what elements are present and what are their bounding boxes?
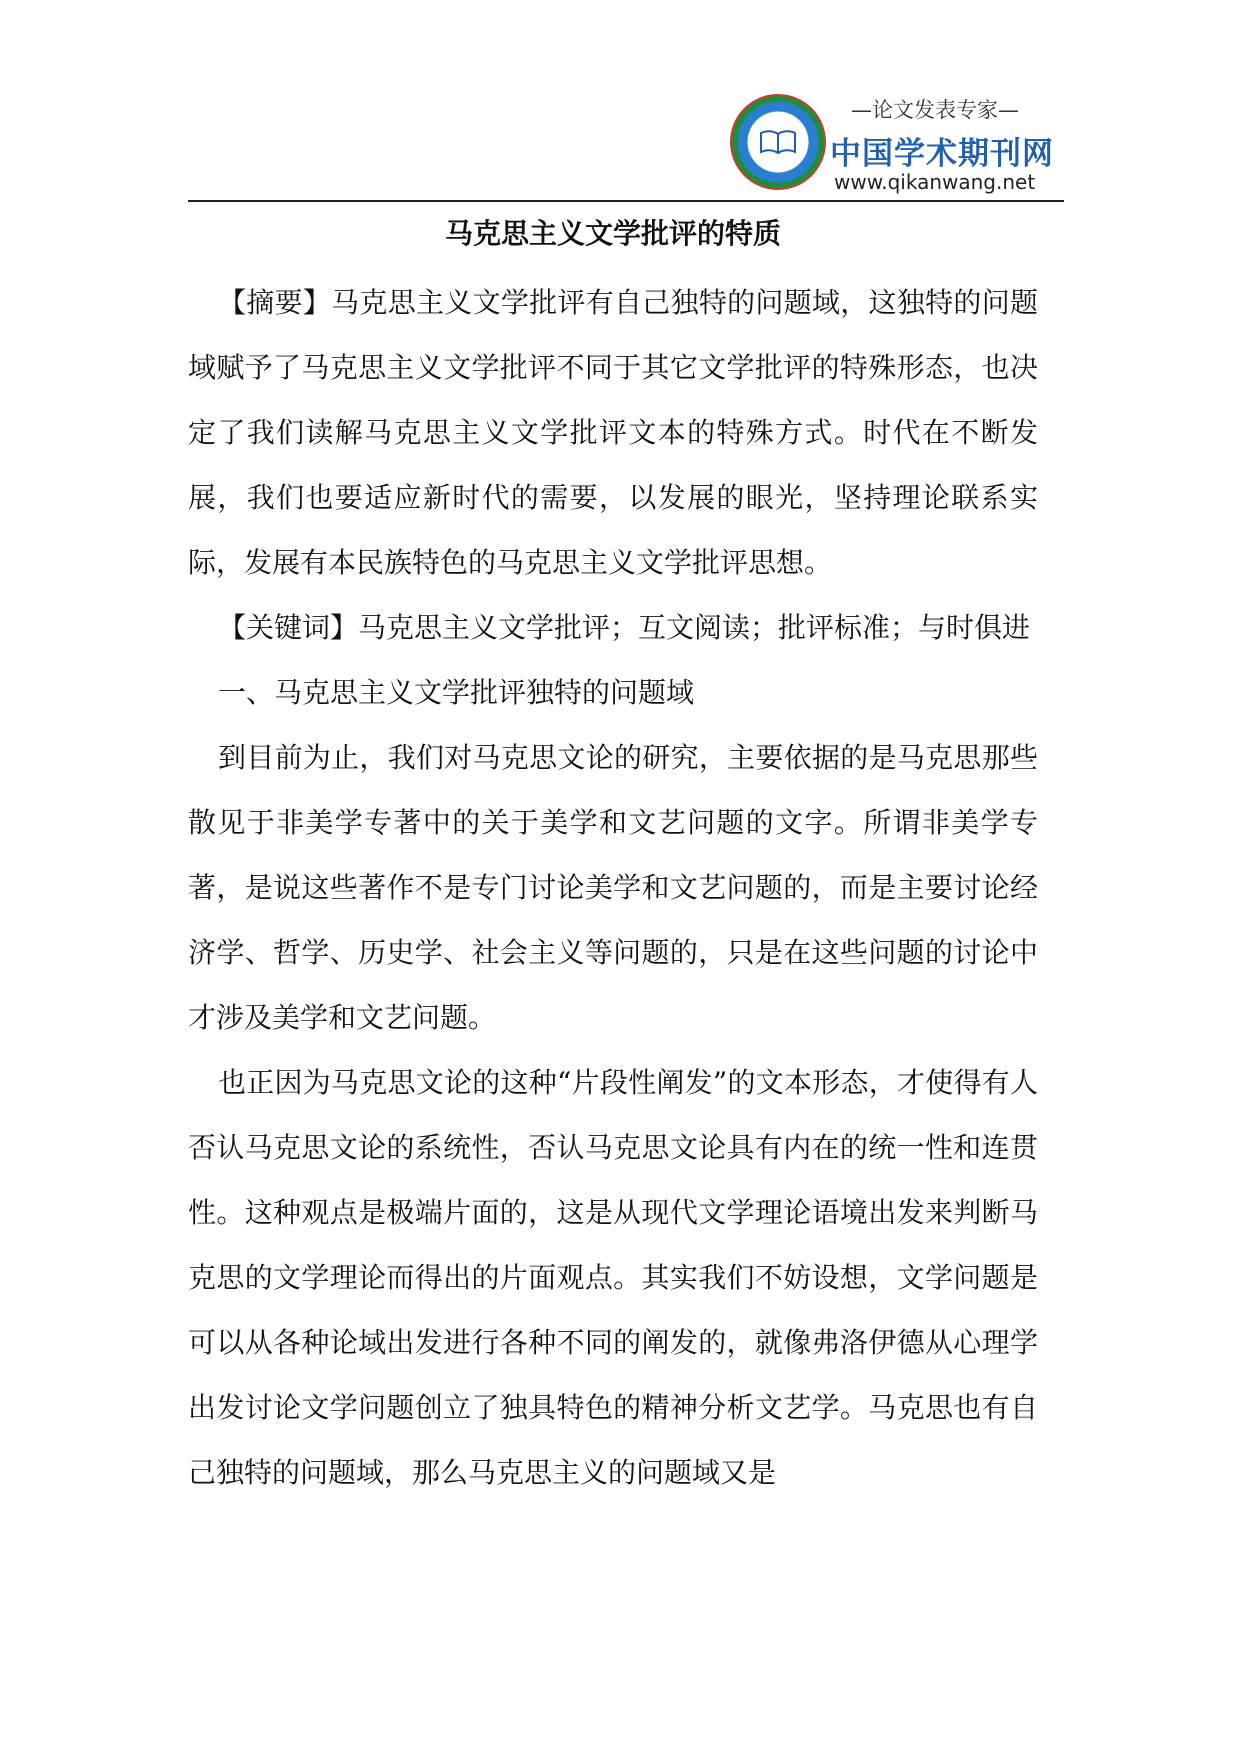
logo-url: www.qikanwang.net bbox=[834, 170, 1036, 194]
logo-text bbox=[830, 86, 1054, 198]
page-header bbox=[188, 86, 1064, 202]
open-book-icon bbox=[760, 130, 796, 154]
body-paragraph-1: 到目前为止，我们对马克思文论的研究，主要依据的是马克思那些散见于非美学专著中的关于美学和文艺问题的文字。所谓非美学专著，是说这些著作不是专门讨论美学和文艺问题的，而是主要讨论经济学、哲学、历史学、社会主义等问题的，只是在这些问题的讨论中才涉及美学和文艺问题。 bbox=[188, 741, 1038, 1034]
keywords-paragraph: 【关键词】马克思主义文学批评；互文阅读；批评标准；与时俱进 bbox=[218, 611, 1031, 644]
logo-name: 中国学术期刊网 bbox=[830, 136, 1054, 172]
header-divider bbox=[188, 200, 1064, 202]
logo-seal bbox=[730, 94, 826, 190]
article-title: 马克思主义文学批评的特质 bbox=[444, 217, 781, 250]
article-body bbox=[188, 212, 1038, 1505]
abstract-paragraph: 【摘要】马克思主义文学批评有自己独特的问题域，这独特的问题域赋予了马克思主义文学批评不同于其它文学批评的特殊形态，也决定了我们读解马克思主义文学批评文本的特殊方式。时代在不断发展，我们也要适应新时代的需要，以发展的眼光，坚持理论联系实际，发展有本民族特色的马克思主义文学批评思想。 bbox=[188, 286, 1038, 579]
body-paragraph-2: 也正因为马克思文论的这种“片段性阐发”的文本形态，才使得有人否认马克思文论的系统性，否认马克思文论具有内在的统一性和连贯性。这种观点是极端片面的，这是从现代文学理论语境出发来判断马克思的文学理论而得出的片面观点。其实我们不妨设想，文学问题是可以从各种论域出发进行各种不同的阐发的，就像弗洛伊德从心理学出发讨论文学问题创立了独具特色的精神分析文艺学。马克思也有自己独特的问题域，那么马克思主义的问题域又是 bbox=[188, 1066, 1038, 1489]
logo-tagline: —论文发表专家— bbox=[851, 98, 1019, 122]
section-heading: 一、马克思主义文学批评独特的问题域 bbox=[218, 676, 695, 709]
site-logo[interactable] bbox=[730, 86, 1054, 198]
